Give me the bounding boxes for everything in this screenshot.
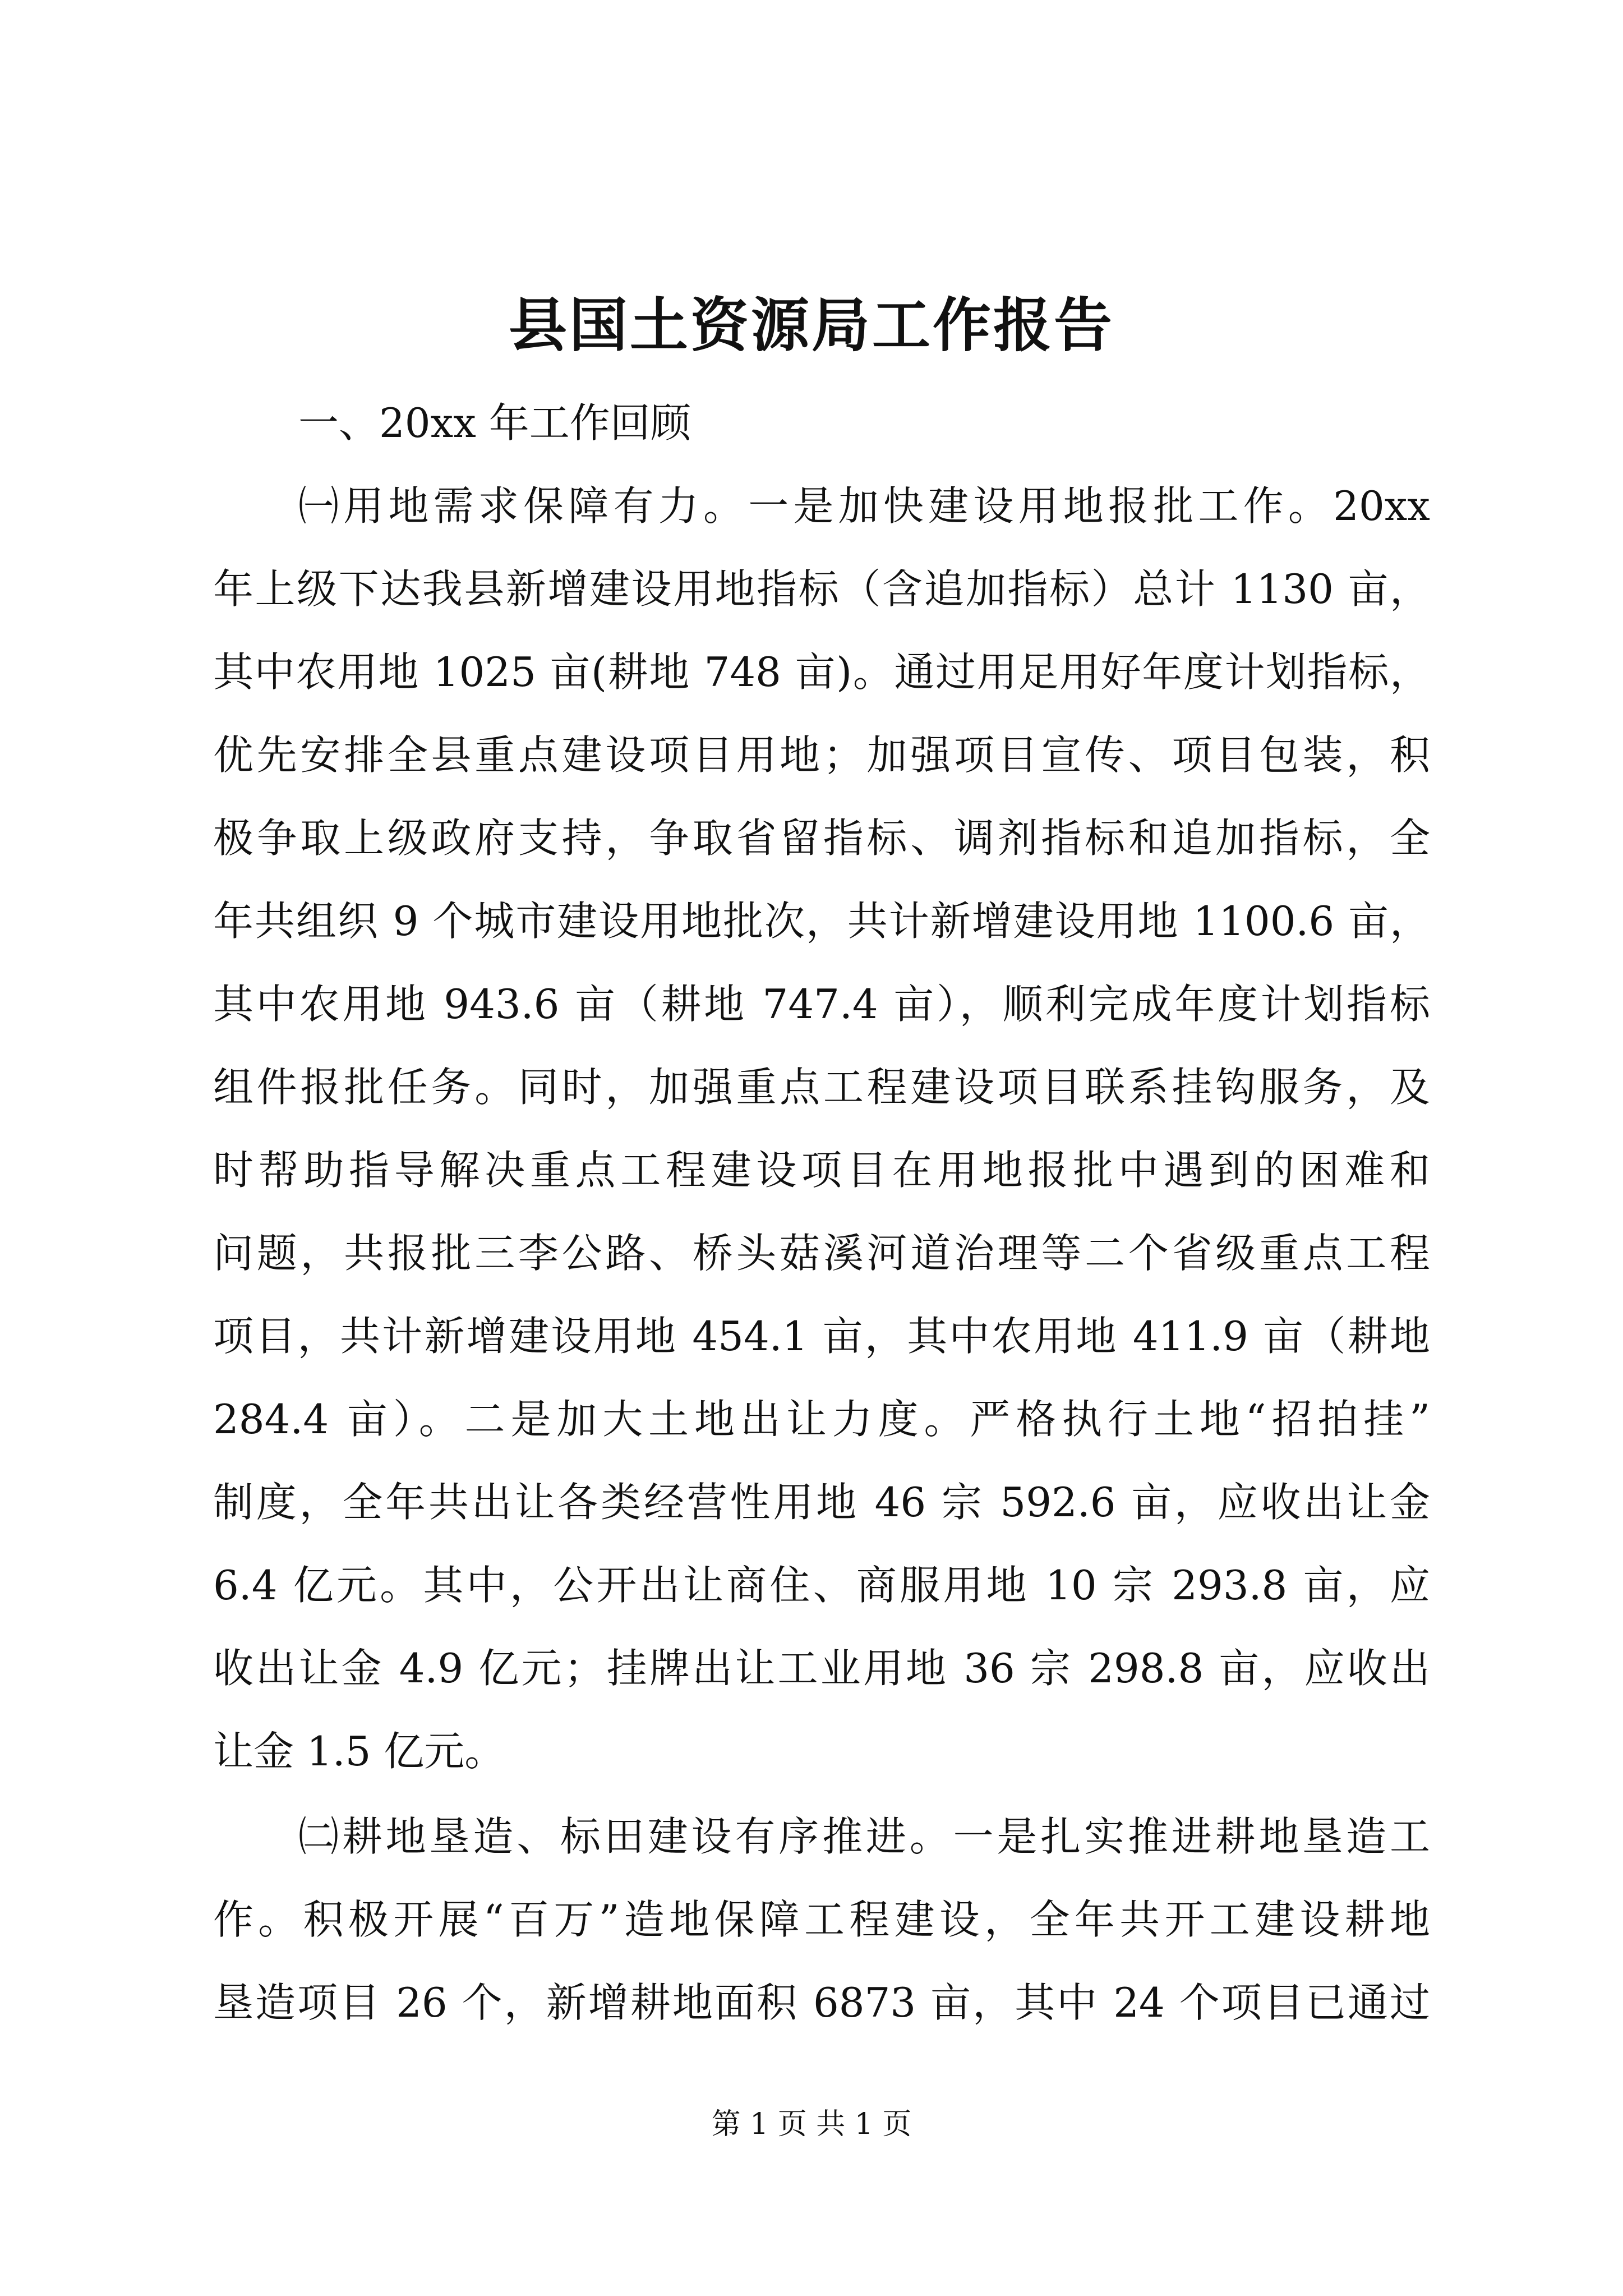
- paragraph-line: 作。积极开展“百万”造地保障工程建设，全年共开工建设耕地: [213, 1896, 1430, 1943]
- paragraph-line: 让金 1.5 亿元。: [213, 1728, 505, 1775]
- paragraph-line: 284.4 亩）。二是加大土地出让力度。严格执行土地“招拍挂”: [213, 1396, 1430, 1443]
- paragraph-line: 年上级下达我县新增建设用地指标（含追加指标）总计 1130 亩，: [213, 565, 1430, 613]
- paragraph-line: ㈡耕地垦造、标田建设有序推进。一是扎实推进耕地垦造工: [298, 1813, 1430, 1860]
- paragraph-line: 极争取上级政府支持，争取省留指标、调剂指标和追加指标，全: [213, 815, 1430, 862]
- paragraph-line: 问题，共报批三李公路、桥头菇溪河道治理等二个省级重点工程: [213, 1230, 1430, 1277]
- section-heading: 一、20xx 年工作回顾: [298, 399, 691, 447]
- page-footer: 第 1 页 共 1 页: [711, 2108, 912, 2141]
- paragraph-line: 其中农用地 1025 亩(耕地 748 亩)。通过用足用好年度计划指标，: [213, 648, 1430, 696]
- section-heading-block: [213, 381, 1430, 464]
- paragraph-line: 优先安排全县重点建设项目用地；加强项目宣传、项目包装，积: [213, 731, 1430, 779]
- paragraph-line: 6.4 亿元。其中，公开出让商住、商服用地 10 宗 293.8 亩，应: [213, 1562, 1430, 1609]
- paragraph-line: 垦造项目 26 个，新增耕地面积 6873 亩，其中 24 个项目已通过: [213, 1979, 1430, 2026]
- paragraph-line: 项目，共计新增建设用地 454.1 亩，其中农用地 411.9 亩（耕地: [213, 1313, 1430, 1360]
- paragraph-line: 收出让金 4.9 亿元；挂牌出让工业用地 36 宗 298.8 亩，应收出: [213, 1645, 1430, 1692]
- paragraph-line: 其中农用地 943.6 亩（耕地 747.4 亩），顺利完成年度计划指标: [213, 981, 1430, 1028]
- paragraph-line: ㈠用地需求保障有力。一是加快建设用地报批工作。20xx: [298, 482, 1430, 530]
- document-title: 县国土资源局工作报告: [508, 291, 1114, 360]
- paragraph-line: 组件报批任务。同时，加强重点工程建设项目联系挂钩服务，及: [213, 1064, 1430, 1111]
- paragraph-line: 时帮助指导解决重点工程建设项目在用地报批中遇到的困难和: [213, 1147, 1430, 1194]
- paragraph-line: 制度，全年共出让各类经营性用地 46 宗 592.6 亩，应收出让金: [213, 1479, 1430, 1526]
- paragraph-2: [213, 1795, 1430, 2044]
- paragraph-line: 年共组织 9 个城市建设用地批次，共计新增建设用地 1100.6 亩，: [213, 898, 1430, 945]
- paragraph-1: [213, 464, 1430, 1793]
